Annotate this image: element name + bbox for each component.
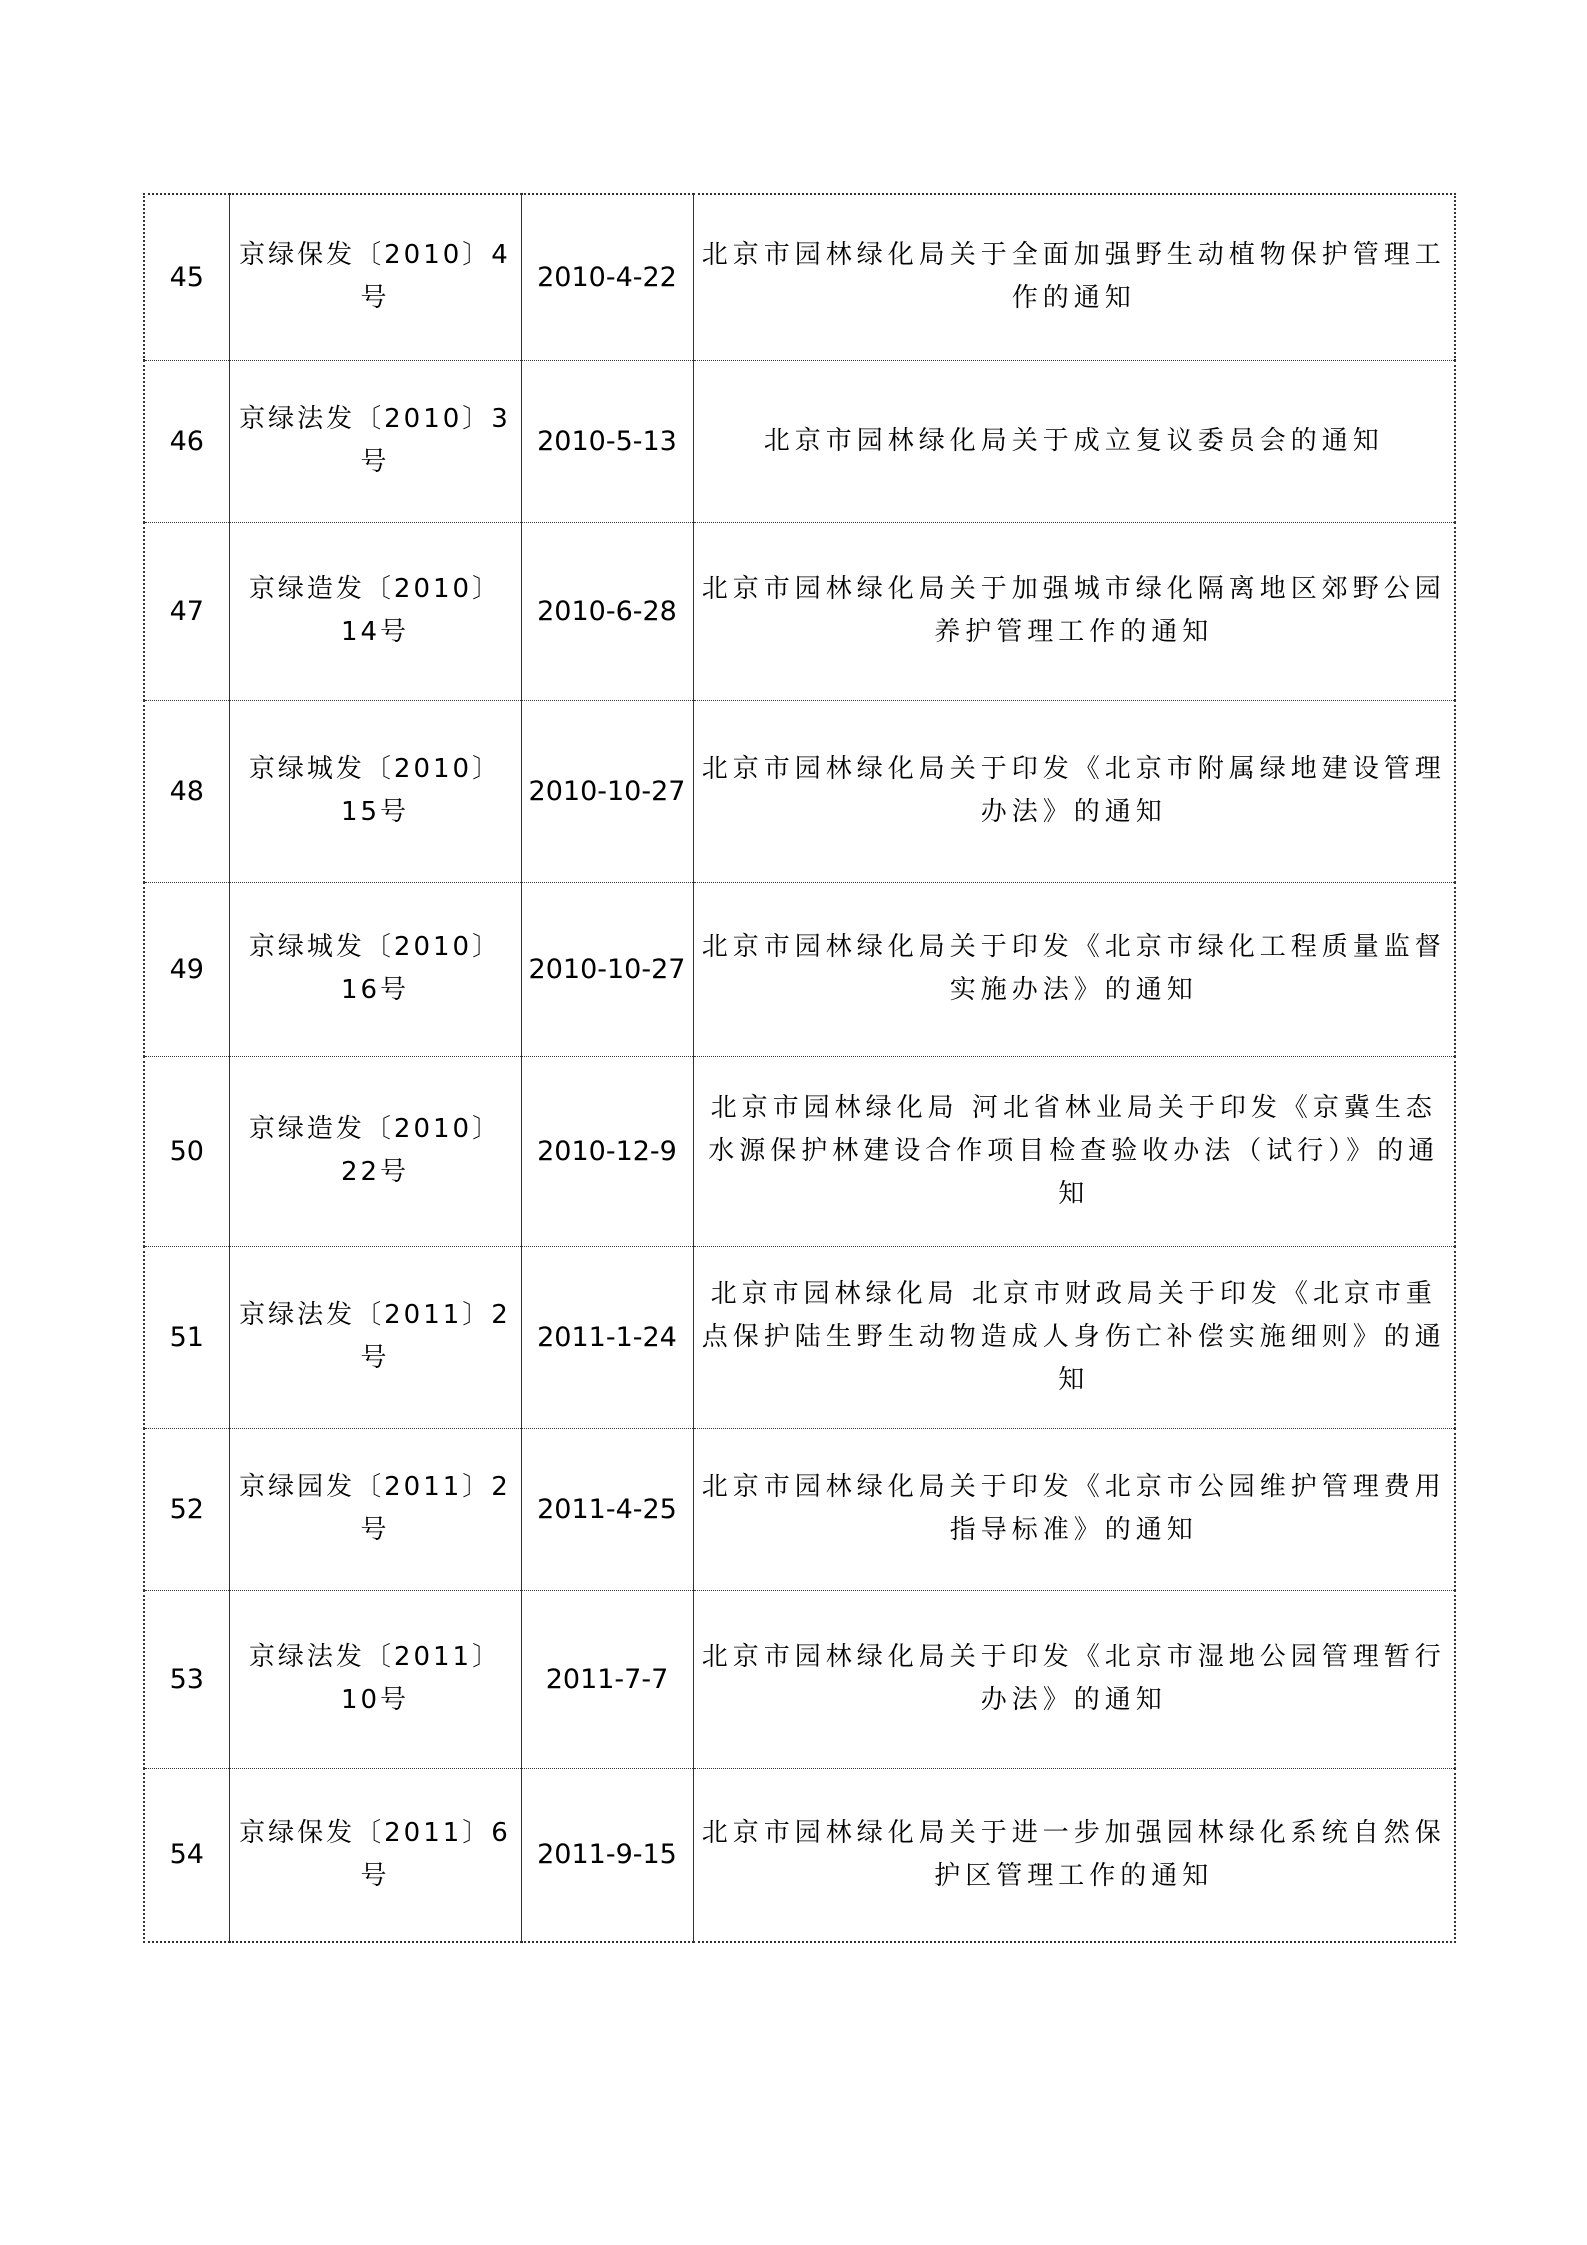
row-index: 48 bbox=[144, 700, 229, 882]
issue-date: 2010-6-28 bbox=[521, 522, 693, 700]
issue-date: 2011-1-24 bbox=[521, 1246, 693, 1428]
document-title: 北京市园林绿化局关于印发《北京市湿地公园管理暂行办法》的通知 bbox=[693, 1590, 1455, 1768]
document-title: 北京市园林绿化局 河北省林业局关于印发《京冀生态水源保护林建设合作项目检查验收办法（试行）》的通知 bbox=[693, 1056, 1455, 1246]
document-number: 京绿造发〔2010〕22号 bbox=[229, 1056, 521, 1246]
issue-date: 2010-12-9 bbox=[521, 1056, 693, 1246]
row-index: 52 bbox=[144, 1428, 229, 1590]
document-title: 北京市园林绿化局关于进一步加强园林绿化系统自然保护区管理工作的通知 bbox=[693, 1768, 1455, 1942]
row-index: 46 bbox=[144, 360, 229, 522]
document-list-table bbox=[143, 193, 1456, 1943]
row-index: 53 bbox=[144, 1590, 229, 1768]
document-number: 京绿保发〔2011〕6号 bbox=[229, 1768, 521, 1942]
table-row bbox=[144, 1590, 1455, 1768]
table-row bbox=[144, 1246, 1455, 1428]
document-number: 京绿保发〔2010〕4号 bbox=[229, 194, 521, 360]
document-title: 北京市园林绿化局关于成立复议委员会的通知 bbox=[693, 360, 1455, 522]
table-row bbox=[144, 194, 1455, 360]
issue-date: 2010-10-27 bbox=[521, 700, 693, 882]
document-number: 京绿造发〔2010〕14号 bbox=[229, 522, 521, 700]
issue-date: 2010-10-27 bbox=[521, 882, 693, 1056]
document-number: 京绿城发〔2010〕15号 bbox=[229, 700, 521, 882]
issue-date: 2011-4-25 bbox=[521, 1428, 693, 1590]
document-title: 北京市园林绿化局关于印发《北京市绿化工程质量监督实施办法》的通知 bbox=[693, 882, 1455, 1056]
document-title: 北京市园林绿化局关于印发《北京市公园维护管理费用指导标准》的通知 bbox=[693, 1428, 1455, 1590]
document-title: 北京市园林绿化局 北京市财政局关于印发《北京市重点保护陆生野生动物造成人身伤亡补偿实施细则》的通知 bbox=[693, 1246, 1455, 1428]
document-number: 京绿园发〔2011〕2号 bbox=[229, 1428, 521, 1590]
issue-date: 2010-5-13 bbox=[521, 360, 693, 522]
row-index: 47 bbox=[144, 522, 229, 700]
row-index: 49 bbox=[144, 882, 229, 1056]
document-title: 北京市园林绿化局关于印发《北京市附属绿地建设管理办法》的通知 bbox=[693, 700, 1455, 882]
row-index: 45 bbox=[144, 194, 229, 360]
issue-date: 2011-7-7 bbox=[521, 1590, 693, 1768]
table-row bbox=[144, 1428, 1455, 1590]
document-title: 北京市园林绿化局关于全面加强野生动植物保护管理工作的通知 bbox=[693, 194, 1455, 360]
row-index: 54 bbox=[144, 1768, 229, 1942]
table-row bbox=[144, 882, 1455, 1056]
issue-date: 2011-9-15 bbox=[521, 1768, 693, 1942]
table-row bbox=[144, 360, 1455, 522]
document-number: 京绿城发〔2010〕16号 bbox=[229, 882, 521, 1056]
document-number: 京绿法发〔2011〕2号 bbox=[229, 1246, 521, 1428]
document-title: 北京市园林绿化局关于加强城市绿化隔离地区郊野公园养护管理工作的通知 bbox=[693, 522, 1455, 700]
document-number: 京绿法发〔2011〕10号 bbox=[229, 1590, 521, 1768]
document-number: 京绿法发〔2010〕3号 bbox=[229, 360, 521, 522]
table-row bbox=[144, 522, 1455, 700]
table-row bbox=[144, 700, 1455, 882]
table-row bbox=[144, 1056, 1455, 1246]
row-index: 50 bbox=[144, 1056, 229, 1246]
issue-date: 2010-4-22 bbox=[521, 194, 693, 360]
row-index: 51 bbox=[144, 1246, 229, 1428]
table-row bbox=[144, 1768, 1455, 1942]
